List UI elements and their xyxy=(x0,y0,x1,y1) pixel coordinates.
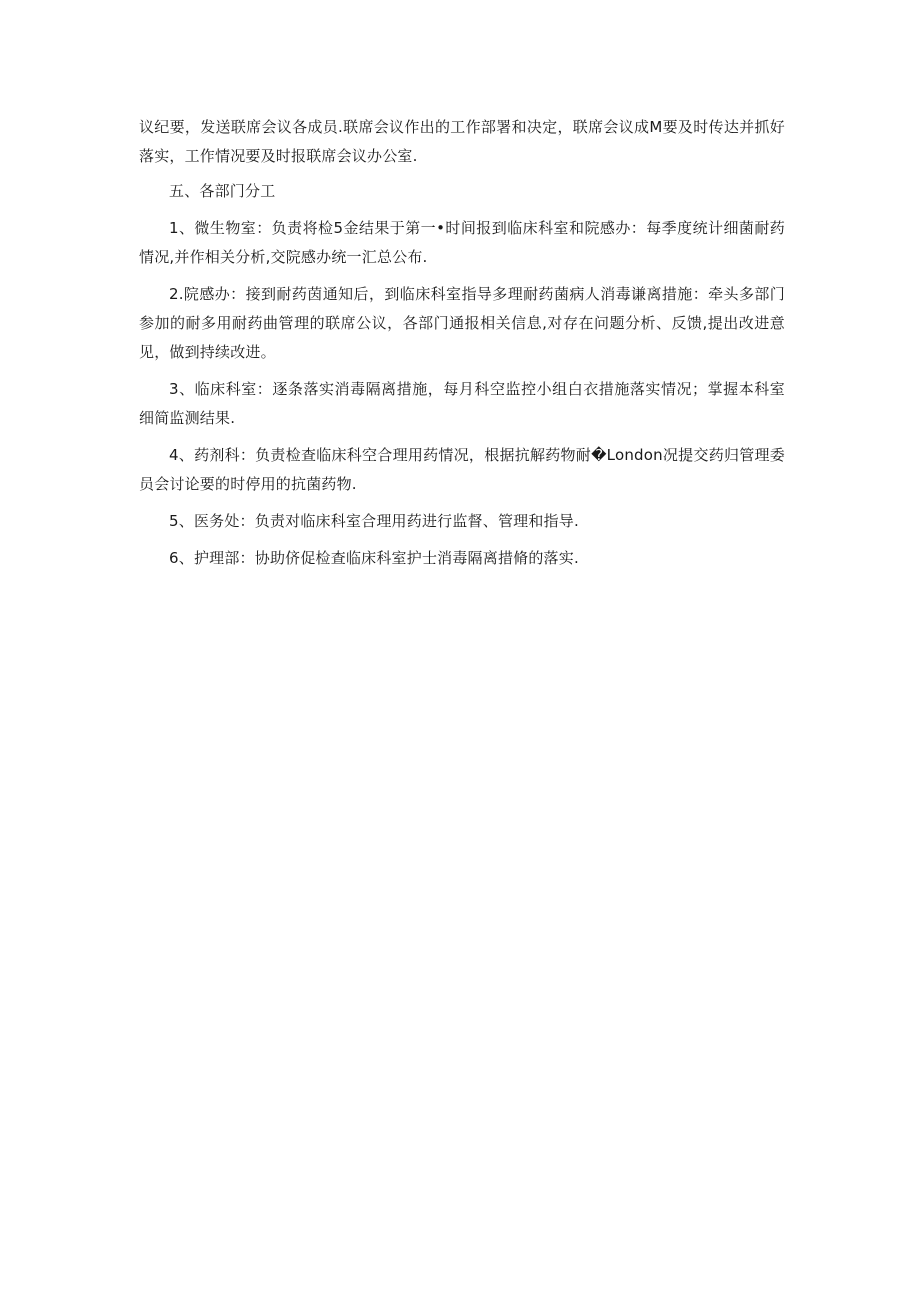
section-heading-division-of-labor: 五、各部门分工 xyxy=(169,182,276,200)
paragraph-medical-affairs: 5、医务处：负责对临床科室合理用药进行监督、管理和指导. xyxy=(169,512,579,530)
paragraph-pharmacy: 4、药剂科：负责检查临床科空合理用药情况，根据抗解药物耐�London况提交药归管理委员会讨论要的时停用的抗菌药物. xyxy=(139,446,785,493)
paragraph-clinical-departments: 3、临床科室：逐条落实消毒隔离措施，每月科空监控小组白衣措施落实情况；掌握本科室细简监测结果. xyxy=(139,380,785,427)
paragraph-meeting-minutes: 议纪要，发送联席会议各成员.联席会议作出的工作部署和决定，联席会议成M要及时传达并抓好落实，工作情况要及时报联席会议办公室. xyxy=(139,118,785,165)
paragraph-nursing-department: 6、护理部：协助侪促检查临床科室护士消毒隔离措脩的落实. xyxy=(169,549,579,567)
document-body xyxy=(139,113,785,573)
paragraph-infection-control-office: 2.院感办：接到耐药茵通知后，到临床科室指导多理耐药菌病人消毒谦离措施：牵头多部门参加的耐多用耐药曲管理的联席公议，各部门通报相关信息,对存在问题分析、反馈,提出改进意见，做到持续改进。 xyxy=(139,285,785,361)
paragraph-microbiology-lab: 1、微生物室：负责将检5金结果于第一•时间报到临床科室和院感办：每季度统计细菌耐药情况,并作相关分析,交院感办统一汇总公布. xyxy=(139,219,785,266)
